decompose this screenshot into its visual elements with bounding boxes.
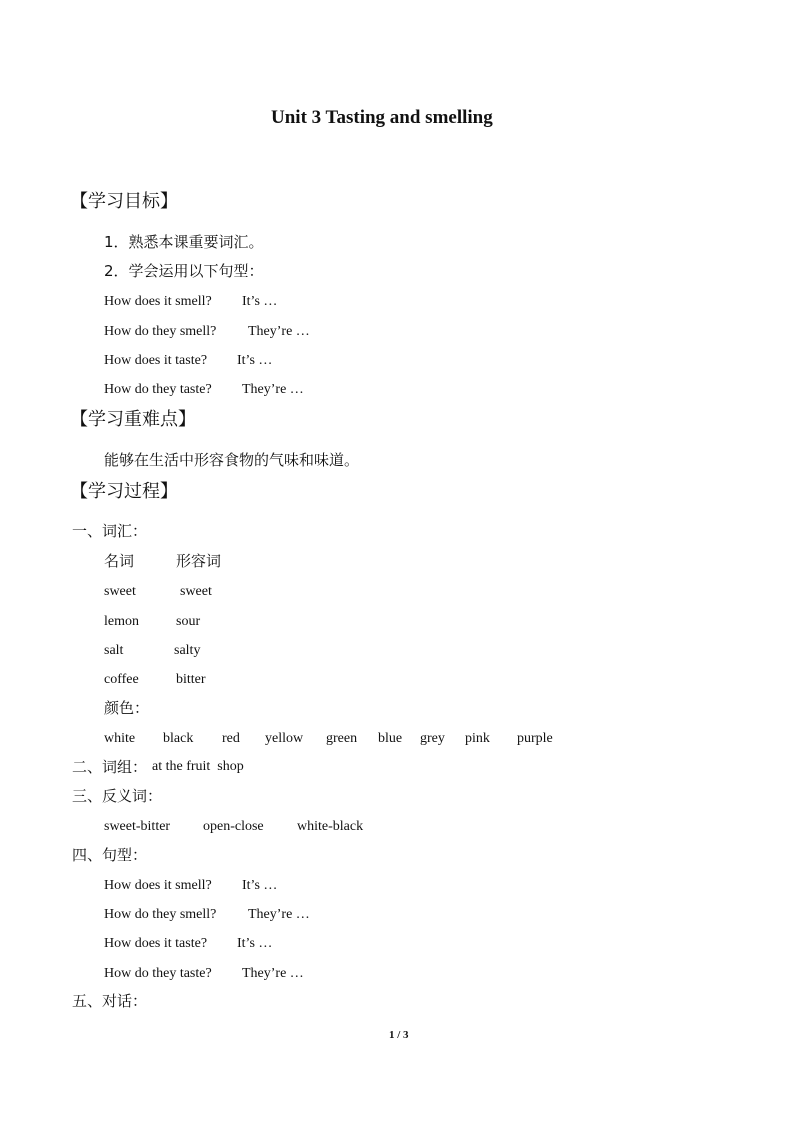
objective-sentence-a: They’re … <box>248 324 310 339</box>
color-word: green <box>326 731 358 746</box>
pattern-sentence-q: How do they smell? <box>104 907 217 922</box>
color-word: red <box>222 731 240 746</box>
pattern-sentence-a: It’s … <box>242 878 278 893</box>
vocab-col-noun: 名词 <box>104 552 135 570</box>
colors-label: 颜色： <box>104 699 150 717</box>
vocab-label: 一、词汇： <box>72 522 148 540</box>
antonym-pair: open-close <box>203 819 264 834</box>
objective-sentence-q: How does it smell? <box>104 294 212 309</box>
page-title: Unit 3 Tasting and smelling <box>271 107 493 128</box>
color-word: grey <box>420 731 445 746</box>
objective-sentence-q: How do they taste? <box>104 382 212 397</box>
pattern-sentence-a: It’s … <box>237 936 273 951</box>
vocab-col-adj: 形容词 <box>176 552 222 570</box>
objective-item-2: 2．学会运用以下句型： <box>104 262 264 280</box>
objectives-heading: 【学习目标】 <box>70 191 178 212</box>
color-word: yellow <box>265 731 304 746</box>
pattern-sentence-a: They’re … <box>242 966 304 981</box>
objective-sentence-q: How do they smell? <box>104 324 217 339</box>
key-points-text: 能够在生活中形容食物的气味和味道。 <box>104 451 360 469</box>
key-points-heading: 【学习重难点】 <box>70 409 196 430</box>
color-word: pink <box>465 731 490 746</box>
dialogue-label: 五、对话： <box>72 992 148 1010</box>
patterns-label: 四、句型： <box>72 846 148 864</box>
objective-sentence-a: They’re … <box>242 382 304 397</box>
process-heading: 【学习过程】 <box>70 481 178 502</box>
color-word: blue <box>378 731 403 746</box>
vocab-noun: salt <box>104 643 124 658</box>
color-word: white <box>104 731 136 746</box>
vocab-adj: bitter <box>176 672 206 687</box>
pattern-sentence-q: How do they taste? <box>104 966 212 981</box>
objective-sentence-q: How does it taste? <box>104 353 208 368</box>
vocab-adj: sour <box>176 614 201 629</box>
antonyms-label: 三、反义词： <box>72 787 163 805</box>
phrases-text: at the fruit shop <box>152 759 244 774</box>
antonym-pair: white-black <box>297 819 364 834</box>
pattern-sentence-a: They’re … <box>248 907 310 922</box>
vocab-noun: sweet <box>104 584 136 599</box>
pattern-sentence-q: How does it taste? <box>104 936 208 951</box>
pattern-sentence-q: How does it smell? <box>104 878 212 893</box>
color-word: black <box>163 731 194 746</box>
page-number: 1 / 3 <box>389 1029 409 1041</box>
antonym-pair: sweet-bitter <box>104 819 171 834</box>
vocab-noun: coffee <box>104 672 139 687</box>
color-word: purple <box>517 731 553 746</box>
vocab-adj: sweet <box>180 584 212 599</box>
objective-sentence-a: It’s … <box>242 294 278 309</box>
objective-item-1: 1．熟悉本课重要词汇。 <box>104 233 264 251</box>
vocab-adj: salty <box>174 643 201 658</box>
vocab-noun: lemon <box>104 614 139 629</box>
phrases-label: 二、词组： <box>72 758 148 776</box>
objective-sentence-a: It’s … <box>237 353 273 368</box>
